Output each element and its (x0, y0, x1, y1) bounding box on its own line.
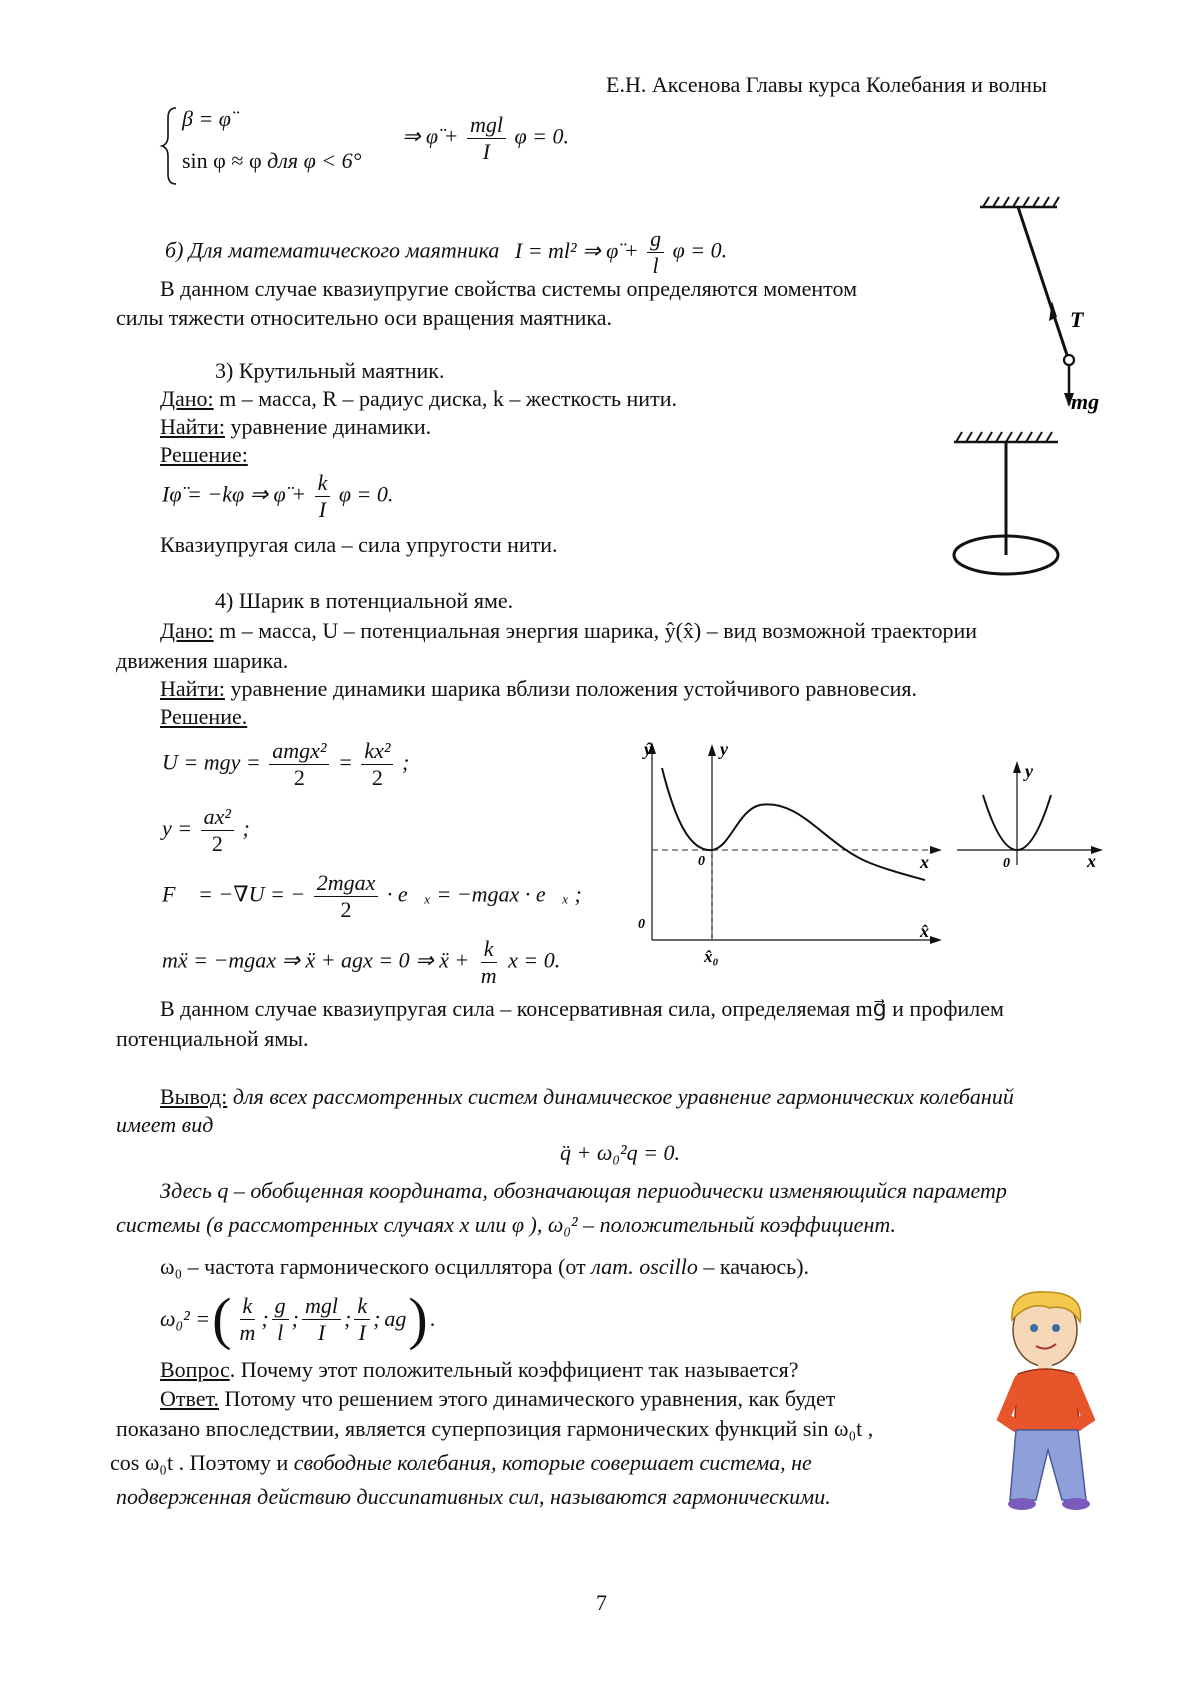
dynamics-equation (162, 936, 560, 989)
potential-well-graph (630, 740, 960, 970)
quasi-paragraph-1-line-2: силы тяжести относительно оси вращения маятника. (116, 305, 613, 330)
y-arrow-icon (708, 744, 716, 756)
y-pre: y = (162, 815, 193, 841)
math-pendulum-line (165, 226, 727, 279)
fraction (269, 738, 329, 791)
find-label: Найти: (160, 414, 225, 439)
fraction-numerator: mgl (467, 112, 506, 139)
U-equation (162, 738, 409, 791)
y-equation (162, 804, 250, 857)
torsion-eq-pre: Iφ̈ = −kφ ⇒ φ̈ + (162, 481, 307, 507)
fraction (478, 936, 500, 989)
fraction-denominator: l (277, 1319, 284, 1345)
harmonic-equation: q̈ + ω₀²q = 0. (560, 1140, 680, 1165)
conclusion-text: для всех рассмотренных систем динамическое уравнение гармонических колебаний (227, 1084, 1014, 1109)
omega-term-ag: ag (384, 1306, 407, 1331)
conclusion-line-2: имеет вид (116, 1112, 214, 1137)
torsion-solution-label: Решение: (160, 442, 248, 467)
x-label: x (920, 852, 929, 872)
omega-line (160, 1252, 809, 1282)
small-y-arrow-icon (1013, 761, 1021, 773)
find-text: уравнение динамики шарика вблизи положения устойчивого равновесия. (224, 676, 917, 701)
fraction-numerator: k (315, 470, 331, 497)
system-line-2 (182, 148, 361, 174)
fraction (647, 226, 664, 279)
given-text: m – масса, R – радиус диска, k – жесткость нити. (213, 386, 677, 411)
torsion-pendulum-figure (948, 430, 1068, 580)
fraction (272, 1293, 289, 1346)
math-pendulum-post: φ = 0. (672, 237, 728, 263)
conclusion-label: Вывод: (160, 1084, 228, 1109)
conclusion-line-1 (160, 1082, 1014, 1112)
fraction-denominator: 2 (293, 765, 305, 790)
x-arrow-icon (930, 846, 942, 854)
question-line (160, 1355, 799, 1385)
fraction (467, 112, 506, 165)
fraction-numerator: g (647, 226, 664, 253)
ball-find (160, 674, 917, 704)
omega-line-text: ω₀ – частота гармонического осциллятора (от (160, 1254, 592, 1279)
answer-line-2: показано впоследствии, является суперпозиция гармонических функций sin ω₀t , (116, 1416, 874, 1441)
x0-label: x̂₀ (704, 947, 719, 966)
fraction-numerator: ax² (201, 804, 234, 831)
quasi-paragraph-1-line-1: В данном случае квазиупругие свойства системы определяются моментом (160, 276, 857, 301)
answer-text-1: Потому что решением этого динамического уравнения, как будет (219, 1386, 836, 1411)
here-line-1: Здесь q – обобщенная координата, обозначающая периодически изменяющийся параметр (160, 1178, 1007, 1203)
answer-line-4: подверженная действию диссипативных сил, называются гармоническими. (116, 1484, 831, 1509)
system-line-2a: sin φ ≈ φ (182, 148, 262, 173)
torsion-eq-post: φ = 0. (338, 481, 394, 507)
fraction-numerator: g (272, 1293, 289, 1320)
brace-icon (162, 106, 182, 186)
fraction (302, 1293, 341, 1346)
fraction (354, 1293, 370, 1346)
omega-line-end: – качаюсь). (697, 1254, 810, 1279)
small-origin-label: 0 (1003, 856, 1010, 871)
math-pendulum-label: б) Для математического маятника (165, 237, 500, 263)
page-number: 7 (596, 1590, 607, 1615)
system-result-post: φ = 0. (514, 123, 569, 149)
answer-label: Ответ. (160, 1386, 219, 1411)
fraction-denominator: I (317, 1319, 326, 1345)
right-paren: ) (408, 1286, 428, 1351)
parabola-graph (955, 755, 1115, 885)
ball-given (160, 616, 977, 646)
running-title: Е.Н. Аксенова Главы курса Колебания и волны (606, 72, 1047, 97)
here-line-2: системы (в рассмотренных случаях x или φ ), ω₀² – положительный коэффициент. (116, 1212, 897, 1237)
answer-text-3b: свободные колебания, которые совершает система, не (293, 1450, 812, 1475)
fraction-numerator: k (481, 936, 497, 963)
left-paren: ( (212, 1286, 232, 1351)
ball-given-line-2: движения шарика. (116, 648, 289, 673)
F-post: · e⃗ₓ = −mgax · e⃗ₓ ; (386, 881, 582, 907)
dyn-post: x = 0. (508, 947, 561, 973)
fraction (361, 738, 393, 791)
omega-pre: ω₀² = (160, 1306, 211, 1331)
fraction-denominator: 2 (340, 897, 352, 922)
fraction-numerator: mgl (302, 1293, 341, 1320)
given-text: m – масса, U – потенциальная энергия шарика, ŷ(x̂) – вид возможной траектории (213, 618, 978, 643)
find-text: уравнение динамики. (224, 414, 432, 439)
fraction-denominator: m (239, 1319, 256, 1345)
system-line-1: β = φ̈ (182, 106, 231, 131)
fraction-denominator: I (482, 139, 491, 164)
x-hat-label: x̂ (920, 921, 929, 941)
find-label: Найти: (160, 676, 225, 701)
system-line-2c: φ < 6° (303, 148, 362, 173)
period: . (429, 1306, 436, 1331)
fraction-numerator: amgx² (269, 738, 329, 765)
given-label: Дано: (160, 618, 214, 643)
torsion-given (160, 384, 677, 414)
origin-hat-label: 0 (638, 917, 645, 932)
system-result (402, 112, 569, 165)
fraction (236, 1293, 258, 1346)
y-label: y (720, 739, 728, 759)
x-hat-arrow-icon (930, 936, 942, 944)
torsion-equation (162, 470, 393, 523)
small-y-label: y (1025, 761, 1033, 781)
F-pre: F⃗ = −∇U = − (162, 881, 306, 907)
answer-line-1 (160, 1384, 835, 1414)
U-post: ; (401, 749, 410, 775)
omega-line-italic: лат. oscillo (591, 1254, 698, 1279)
question-text: . Почему этот положительный коэффициент так называется? (229, 1357, 799, 1382)
origin-label: 0 (698, 854, 705, 869)
y-hat-label: ŷ (644, 739, 652, 759)
fraction-numerator: kx² (361, 738, 393, 765)
fraction-denominator: I (318, 497, 327, 522)
system-line-2b: для (267, 148, 299, 173)
fraction (314, 870, 379, 923)
answer-text-3a: cos ω₀t . Поэтому и (110, 1450, 294, 1475)
system-result-pre: ⇒ φ̈ + (402, 123, 459, 149)
question-label: Вопрос (160, 1357, 230, 1382)
quasi-paragraph-2-line-2: потенциальной ямы. (116, 1026, 309, 1051)
fraction (315, 470, 331, 523)
fraction-denominator: 2 (211, 831, 223, 856)
fraction-denominator: l (652, 253, 659, 278)
math-pendulum-figure (975, 195, 1117, 414)
given-label: Дано: (160, 386, 214, 411)
fraction-denominator: 2 (371, 765, 383, 790)
torsion-find (160, 412, 431, 442)
torsion-conclusion: Квазиупругая сила – сила упругости нити. (160, 532, 558, 557)
y-post: ; (242, 815, 250, 841)
fraction-numerator: k (354, 1293, 370, 1320)
dyn-pre: mẍ = −mgax ⇒ ẍ + agx = 0 ⇒ ẍ + (162, 947, 470, 973)
ball-title: 4) Шарик в потенциальной яме. (215, 588, 514, 613)
ball-solution-label: Решение. (160, 704, 248, 729)
U-eq: = (337, 749, 353, 775)
omega-set-equation: ω₀² = ( $\frac{k}{m}$ ; $\frac{g}{l}$ ; $\frac{\text{mgl}}{I}$ ; $\frac{k}{I}$ ; ag ) . (160, 1286, 436, 1351)
gravity-label: mg⃗ (1071, 389, 1117, 414)
quasi-paragraph-2-line-1: В данном случае квазиупругая сила – консервативная сила, определяемая mg⃗ и профилем (160, 996, 1004, 1021)
torsion-title: 3) Крутильный маятник. (215, 358, 445, 383)
cartoon-boy-illustration (990, 1290, 1110, 1520)
math-pendulum-eq: I = ml² ⇒ φ̈ + (514, 237, 639, 263)
answer-line-3 (110, 1448, 812, 1478)
fraction-denominator: m (480, 963, 497, 988)
fraction-numerator: k (240, 1293, 256, 1320)
F-equation (162, 870, 582, 923)
tension-label: T⃗ (1070, 307, 1101, 332)
fraction-denominator: I (358, 1319, 366, 1345)
fraction-numerator: 2mgax (314, 870, 379, 897)
fraction (201, 804, 234, 857)
small-x-label: x (1087, 851, 1096, 871)
U-pre: U = mgy = (162, 749, 261, 775)
